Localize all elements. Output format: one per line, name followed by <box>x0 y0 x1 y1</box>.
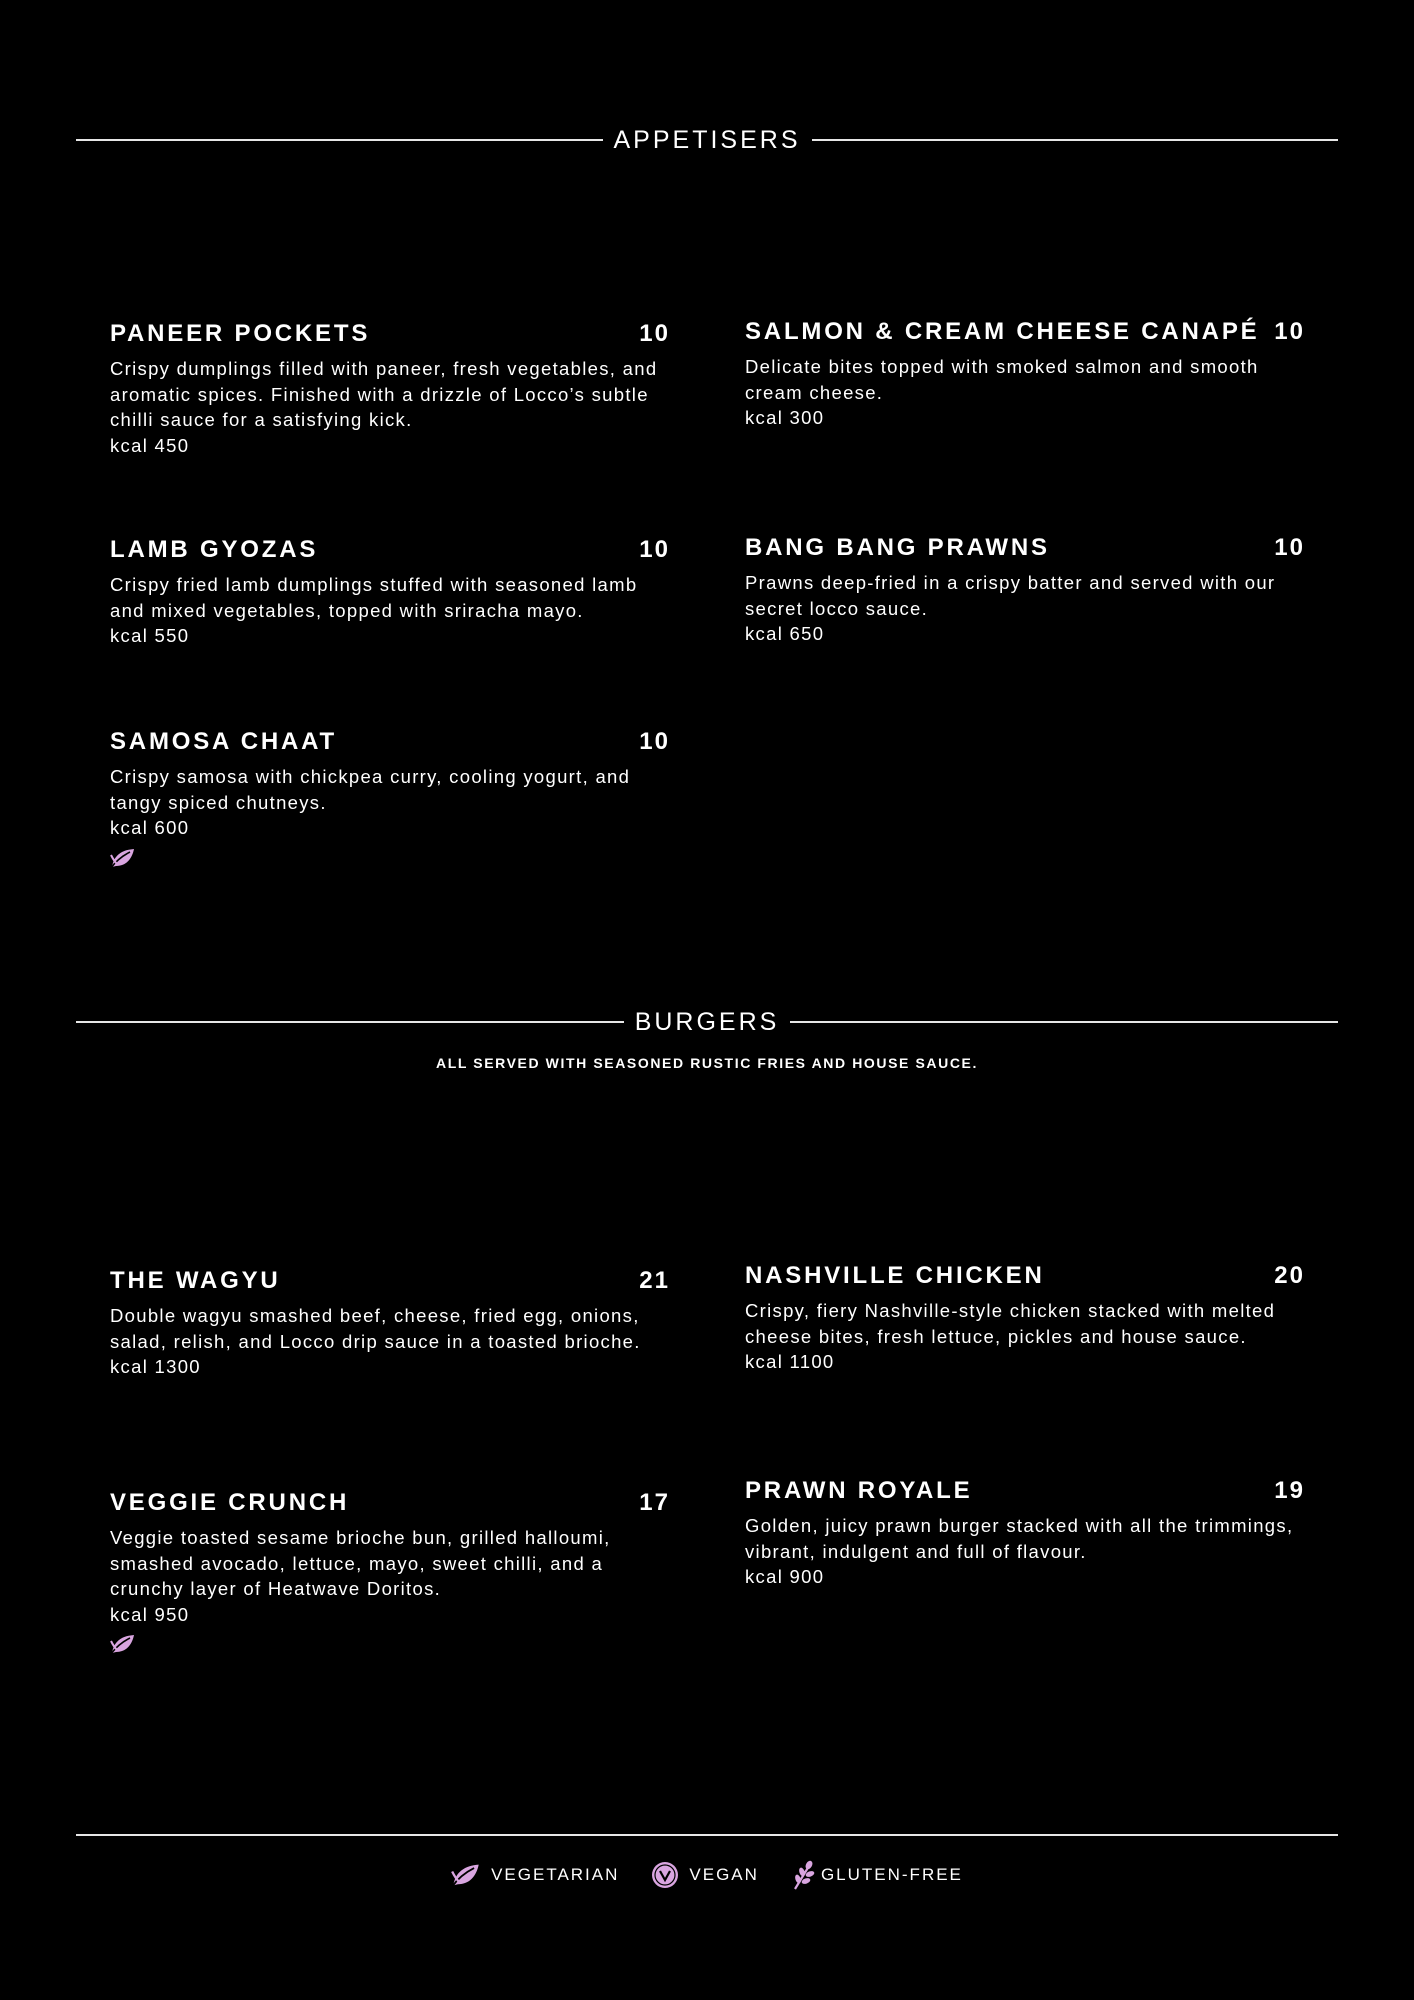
section-title: APPETISERS <box>613 126 801 154</box>
item-name: LAMB GYOZAS <box>110 536 319 563</box>
vegetarian-leaf-icon <box>110 847 136 871</box>
legend-gluten-free <box>791 1860 963 1890</box>
item-description: Crispy, fiery Nashville-style chicken stacked with melted cheese bites, fresh lettuce, pickles and house sauce. <box>745 1300 1276 1347</box>
menu-item-paneer-pockets <box>110 319 670 458</box>
dietary-legend <box>0 1860 1414 1890</box>
vegetarian-leaf-icon <box>110 1633 136 1657</box>
item-kcal: kcal 950 <box>110 1603 190 1625</box>
legend-vegetarian <box>451 1862 619 1888</box>
section-title: BURGERS <box>634 1008 780 1036</box>
vegetarian-leaf-icon <box>451 1862 481 1888</box>
item-kcal: kcal 650 <box>745 623 825 644</box>
item-name: VEGGIE CRUNCH <box>110 1489 350 1516</box>
item-kcal: kcal 300 <box>745 407 825 428</box>
item-price: 21 <box>639 1267 670 1294</box>
menu-item-nashville-chicken <box>745 1261 1305 1375</box>
item-kcal: kcal 600 <box>110 817 190 838</box>
divider-line <box>790 1021 1338 1023</box>
item-kcal: kcal 550 <box>110 625 190 646</box>
item-price: 20 <box>1274 1262 1305 1289</box>
menu-item-salmon-canape <box>745 317 1305 431</box>
item-name: BANG BANG PRAWNS <box>745 534 1050 561</box>
item-name: SALMON & CREAM CHEESE CANAPÉ <box>745 318 1260 345</box>
item-price: 10 <box>639 320 670 347</box>
footer-divider <box>76 1834 1338 1836</box>
item-description: Crispy dumplings filled with paneer, fresh vegetables, and aromatic spices. Finished with a drizzle of Locco’s subtle chilli sauce for a satisfying kick. <box>110 358 658 430</box>
item-name: PRAWN ROYALE <box>745 1477 973 1504</box>
item-kcal: kcal 900 <box>745 1566 825 1587</box>
vegan-badge-icon <box>651 1861 679 1889</box>
item-price: 10 <box>1274 534 1305 561</box>
item-kcal: kcal 450 <box>110 434 190 456</box>
item-name: NASHVILLE CHICKEN <box>745 1262 1045 1289</box>
item-description: Crispy fried lamb dumplings stuffed with seasoned lamb and mixed vegetables, topped with sriracha mayo. <box>110 574 638 621</box>
legend-vegan <box>651 1861 759 1889</box>
burgers-header <box>76 1007 1338 1037</box>
divider-line <box>812 139 1339 141</box>
menu-item-the-wagyu <box>110 1266 670 1380</box>
legend-label: VEGETARIAN <box>491 1865 620 1884</box>
item-description: Veggie toasted sesame brioche bun, grilled halloumi, smashed avocado, lettuce, mayo, sweet chilli, and a crunchy layer of Heatwave Doritos. <box>110 1527 611 1599</box>
item-name: SAMOSA CHAAT <box>110 728 337 755</box>
item-price: 10 <box>1274 318 1305 345</box>
item-kcal: kcal 1300 <box>110 1356 201 1377</box>
item-description: Crispy samosa with chickpea curry, cooling yogurt, and tangy spiced chutneys. <box>110 766 631 813</box>
legend-label: GLUTEN-FREE <box>820 1865 963 1884</box>
legend-label: VEGAN <box>689 1865 759 1884</box>
item-price: 19 <box>1274 1477 1305 1504</box>
burgers-subtitle: ALL SERVED WITH SEASONED RUSTIC FRIES AND HOUSE SAUCE. <box>436 1055 978 1071</box>
menu-item-samosa-chaat <box>110 727 670 871</box>
item-description: Golden, juicy prawn burger stacked with all the trimmings, vibrant, indulgent and full of flavour. <box>745 1515 1294 1562</box>
item-kcal: kcal 1100 <box>745 1351 835 1372</box>
divider-line <box>76 1021 624 1023</box>
item-name: THE WAGYU <box>110 1267 281 1294</box>
item-price: 10 <box>639 536 670 563</box>
appetisers-header <box>76 125 1338 155</box>
item-price: 10 <box>639 728 670 755</box>
divider-line <box>76 139 603 141</box>
menu-item-lamb-gyozas <box>110 535 670 649</box>
item-description: Delicate bites topped with smoked salmon and smooth cream cheese. <box>745 356 1259 403</box>
wheat-icon <box>791 1860 817 1890</box>
menu-item-prawn-royale <box>745 1476 1305 1590</box>
menu-item-bang-bang-prawns <box>745 533 1305 647</box>
item-description: Prawns deep-fried in a crispy batter and served with our secret locco sauce. <box>745 572 1276 619</box>
menu-item-veggie-crunch <box>110 1488 670 1657</box>
item-name: PANEER POCKETS <box>110 320 371 347</box>
item-description: Double wagyu smashed beef, cheese, fried egg, onions, salad, relish, and Locco drip sauce in a toasted brioche. <box>110 1305 641 1352</box>
item-price: 17 <box>639 1489 670 1516</box>
